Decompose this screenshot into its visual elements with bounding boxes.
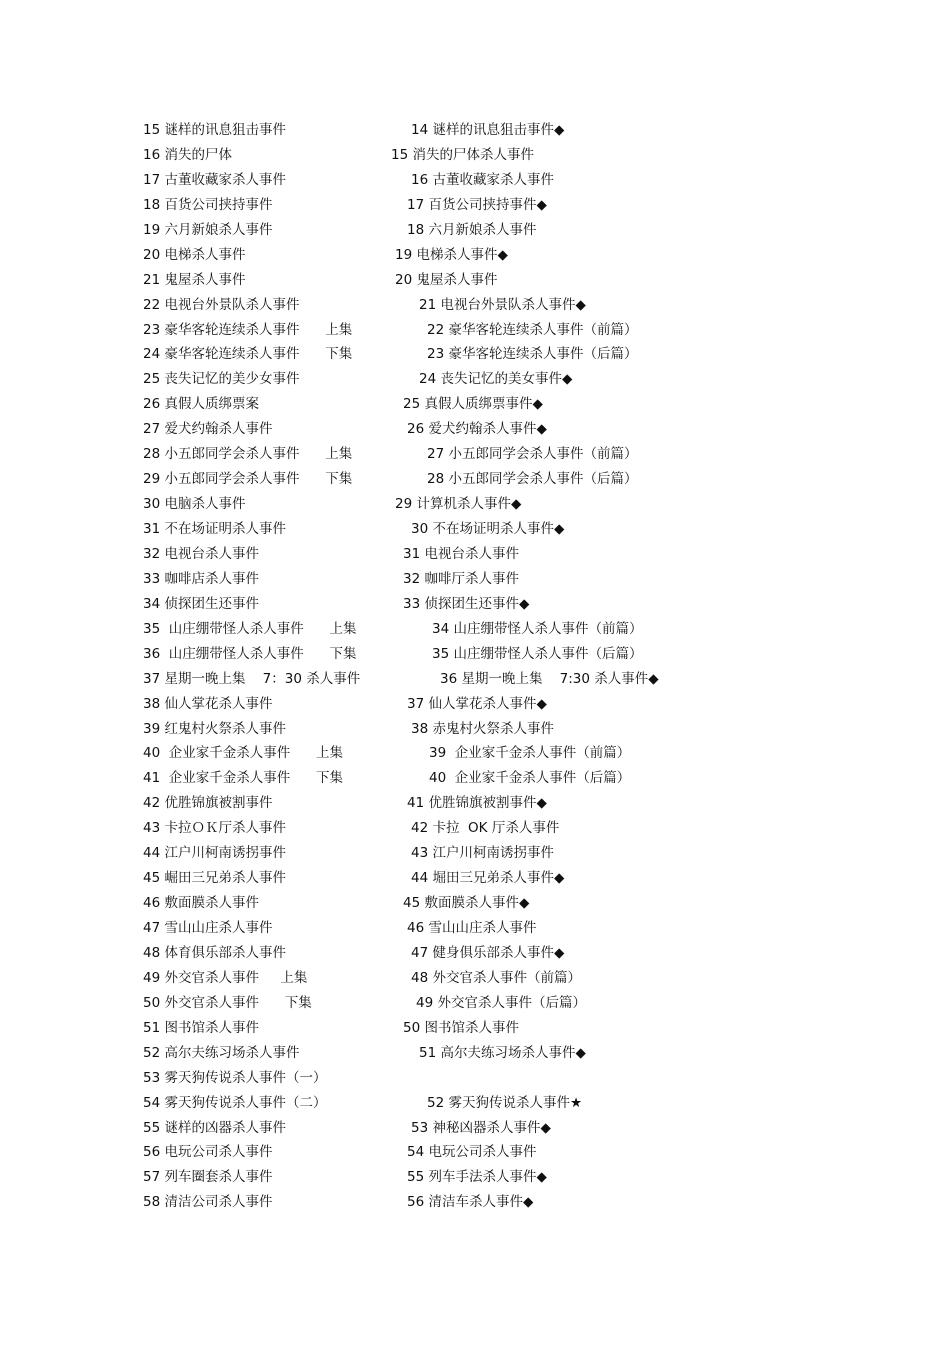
episode-right-title: 52 雾天狗传说杀人事件★: [427, 1094, 583, 1111]
episode-left-title: 56 电玩公司杀人事件: [143, 1144, 273, 1161]
episode-left-title: 55 谜样的凶器杀人事件: [143, 1119, 286, 1136]
episode-row: [0, 417, 950, 442]
episode-left-title: 46 敷面膜杀人事件: [143, 895, 259, 912]
episode-left-title: 16 消失的尸体: [143, 146, 232, 163]
episode-row: [0, 766, 950, 791]
episode-row: [0, 268, 950, 293]
episode-right-title: 16 古董收藏家杀人事件: [411, 171, 554, 188]
episode-right-title: 55 列车手法杀人事件◆: [407, 1169, 547, 1186]
episode-row: [0, 866, 950, 891]
episode-row: [0, 617, 950, 642]
episode-left-title: 30 电脑杀人事件: [143, 496, 246, 513]
episode-right-title: 38 赤鬼村火祭杀人事件: [411, 720, 554, 737]
episode-row: [0, 1016, 950, 1041]
episode-left-title: 19 六月新娘杀人事件: [143, 221, 273, 238]
episode-row: [0, 392, 950, 417]
episode-left-title: 35 山庄绷带怪人杀人事件 上集: [143, 620, 357, 637]
episode-left-title: 23 豪华客轮连续杀人事件 上集: [143, 321, 353, 338]
episode-right-title: 29 计算机杀人事件◆: [395, 496, 522, 513]
episode-row: [0, 1165, 950, 1190]
episode-right-title: 47 健身俱乐部杀人事件◆: [411, 944, 565, 961]
episode-left-title: 27 爱犬约翰杀人事件: [143, 421, 273, 438]
episode-right-title: 24 丧失记忆的美女事件◆: [419, 371, 573, 388]
episode-left-title: 40 企业家千金杀人事件 上集: [143, 745, 344, 762]
episode-left-title: 45 崛田三兄弟杀人事件: [143, 870, 286, 887]
episode-right-title: 36 星期一晚上集 7:30 杀人事件◆: [440, 670, 659, 687]
episode-left-title: 33 咖啡店杀人事件: [143, 570, 259, 587]
episode-right-title: 49 外交官杀人事件（后篇）: [416, 994, 586, 1011]
episode-row: [0, 293, 950, 318]
episode-row: [0, 791, 950, 816]
episode-left-title: 38 仙人掌花杀人事件: [143, 695, 273, 712]
episode-right-title: 17 百货公司挟持事件◆: [407, 196, 547, 213]
episode-right-title: 54 电玩公司杀人事件: [407, 1144, 537, 1161]
episode-left-title: 48 体育俱乐部杀人事件: [143, 944, 286, 961]
episode-row: [0, 1140, 950, 1165]
episode-row: [0, 143, 950, 168]
episode-right-title: 31 电视台杀人事件: [403, 545, 519, 562]
episode-right-title: 20 鬼屋杀人事件: [395, 271, 498, 288]
episode-right-title: 40 企业家千金杀人事件（后篇）: [429, 770, 631, 787]
episode-row: [0, 218, 950, 243]
episode-row: [0, 492, 950, 517]
episode-right-title: 48 外交官杀人事件（前篇）: [411, 969, 581, 986]
episode-right-title: 44 堀田三兄弟杀人事件◆: [411, 870, 565, 887]
episode-right-title: 37 仙人掌花杀人事件◆: [407, 695, 547, 712]
episode-left-title: 44 江户川柯南诱拐事件: [143, 845, 286, 862]
episode-left-title: 21 鬼屋杀人事件: [143, 271, 246, 288]
episode-right-title: 45 敷面膜杀人事件◆: [403, 895, 530, 912]
episode-right-title: 35 山庄绷带怪人杀人事件（后篇）: [432, 645, 643, 662]
episode-left-title: 53 雾天狗传说杀人事件（一）: [143, 1069, 327, 1086]
episode-right-title: 46 雪山山庄杀人事件: [407, 920, 537, 936]
episode-row: [0, 667, 950, 692]
episode-list: [0, 118, 950, 1215]
episode-right-title: 43 江户川柯南诱拐事件: [411, 845, 554, 862]
episode-row: [0, 1066, 950, 1091]
episode-row: [0, 916, 950, 941]
episode-row: [0, 342, 950, 367]
episode-left-title: 54 雾天狗传说杀人事件（二）: [143, 1094, 327, 1111]
episode-row: [0, 1041, 950, 1066]
episode-left-title: 51 图书馆杀人事件: [143, 1019, 259, 1036]
episode-left-title: 29 小五郎同学会杀人事件 下集: [143, 471, 353, 488]
episode-row: [0, 1116, 950, 1141]
episode-row: [0, 517, 950, 542]
episode-row: [0, 941, 950, 966]
episode-row: [0, 118, 950, 143]
episode-left-title: 28 小五郎同学会杀人事件 上集: [143, 446, 353, 463]
episode-left-title: 34 侦探团生还事件: [143, 595, 259, 612]
episode-left-title: 42 优胜锦旗被割事件: [143, 795, 273, 812]
episode-right-title: 14 谜样的讯息狙击事件◆: [411, 122, 565, 138]
episode-row: [0, 717, 950, 742]
episode-row: [0, 642, 950, 667]
episode-right-title: 25 真假人质绑票事件◆: [403, 396, 543, 413]
episode-row: [0, 966, 950, 991]
episode-left-title: 17 古董收藏家杀人事件: [143, 171, 286, 188]
episode-left-title: 57 列车圈套杀人事件: [143, 1169, 273, 1186]
episode-left-title: 50 外交官杀人事件 下集: [143, 994, 312, 1011]
episode-row: [0, 692, 950, 717]
episode-row: [0, 467, 950, 492]
episode-right-title: 51 高尔夫练习场杀人事件◆: [419, 1044, 586, 1061]
episode-right-title: 23 豪华客轮连续杀人事件（后篇）: [427, 346, 638, 363]
episode-right-title: 56 清洁车杀人事件◆: [407, 1194, 534, 1211]
episode-right-title: 53 神秘凶器杀人事件◆: [411, 1119, 551, 1136]
episode-left-title: 24 豪华客轮连续杀人事件 下集: [143, 346, 353, 363]
episode-row: [0, 1091, 950, 1116]
episode-right-title: 33 侦探团生还事件◆: [403, 595, 530, 612]
episode-right-title: 15 消失的尸体杀人事件: [391, 146, 534, 163]
episode-right-title: 41 优胜锦旗被割事件◆: [407, 795, 547, 812]
episode-right-title: 32 咖啡厅杀人事件: [403, 570, 519, 587]
episode-left-title: 41 企业家千金杀人事件 下集: [143, 770, 344, 787]
episode-row: [0, 243, 950, 268]
episode-right-title: 27 小五郎同学会杀人事件（前篇）: [427, 446, 638, 463]
episode-row: [0, 592, 950, 617]
episode-left-title: 39 红鬼村火祭杀人事件: [143, 720, 286, 737]
episode-left-title: 37 星期一晚上集 7：30 杀人事件: [143, 670, 361, 687]
episode-right-title: 34 山庄绷带怪人杀人事件（前篇）: [432, 620, 643, 637]
episode-right-title: 18 六月新娘杀人事件: [407, 221, 537, 238]
episode-left-title: 25 丧失记忆的美少女事件: [143, 371, 300, 388]
episode-row: [0, 816, 950, 841]
episode-right-title: 26 爱犬约翰杀人事件◆: [407, 421, 547, 438]
episode-left-title: 22 电视台外景队杀人事件: [143, 296, 300, 313]
episode-row: [0, 567, 950, 592]
episode-row: [0, 542, 950, 567]
episode-left-title: 15 谜样的讯息狙击事件: [143, 122, 286, 138]
episode-row: [0, 442, 950, 467]
episode-right-title: 19 电梯杀人事件◆: [395, 246, 508, 263]
episode-left-title: 31 不在场证明杀人事件: [143, 521, 286, 537]
episode-row: [0, 741, 950, 766]
episode-right-title: 50 图书馆杀人事件: [403, 1019, 519, 1036]
episode-right-title: 22 豪华客轮连续杀人事件（前篇）: [427, 321, 638, 338]
episode-left-title: 49 外交官杀人事件 上集: [143, 969, 308, 986]
episode-left-title: 43 卡拉ＯＫ厅杀人事件: [143, 820, 286, 837]
episode-right-title: 21 电视台外景队杀人事件◆: [419, 296, 586, 313]
episode-row: [0, 1190, 950, 1215]
episode-left-title: 20 电梯杀人事件: [143, 246, 246, 263]
episode-left-title: 58 清洁公司杀人事件: [143, 1194, 273, 1211]
episode-row: [0, 168, 950, 193]
episode-right-title: 30 不在场证明杀人事件◆: [411, 521, 565, 537]
episode-right-title: 42 卡拉 OK 厅杀人事件: [411, 820, 560, 837]
episode-row: [0, 193, 950, 218]
episode-row: [0, 367, 950, 392]
episode-row: [0, 318, 950, 343]
episode-row: [0, 991, 950, 1016]
episode-left-title: 18 百货公司挟持事件: [143, 196, 273, 213]
episode-right-title: 28 小五郎同学会杀人事件（后篇）: [427, 471, 638, 488]
episode-left-title: 26 真假人质绑票案: [143, 396, 259, 413]
episode-row: [0, 891, 950, 916]
episode-left-title: 52 高尔夫练习场杀人事件: [143, 1044, 300, 1061]
episode-row: [0, 841, 950, 866]
episode-left-title: 32 电视台杀人事件: [143, 545, 259, 562]
episode-right-title: 39 企业家千金杀人事件（前篇）: [429, 745, 631, 762]
episode-left-title: 47 雪山山庄杀人事件: [143, 920, 273, 936]
episode-left-title: 36 山庄绷带怪人杀人事件 下集: [143, 645, 357, 662]
